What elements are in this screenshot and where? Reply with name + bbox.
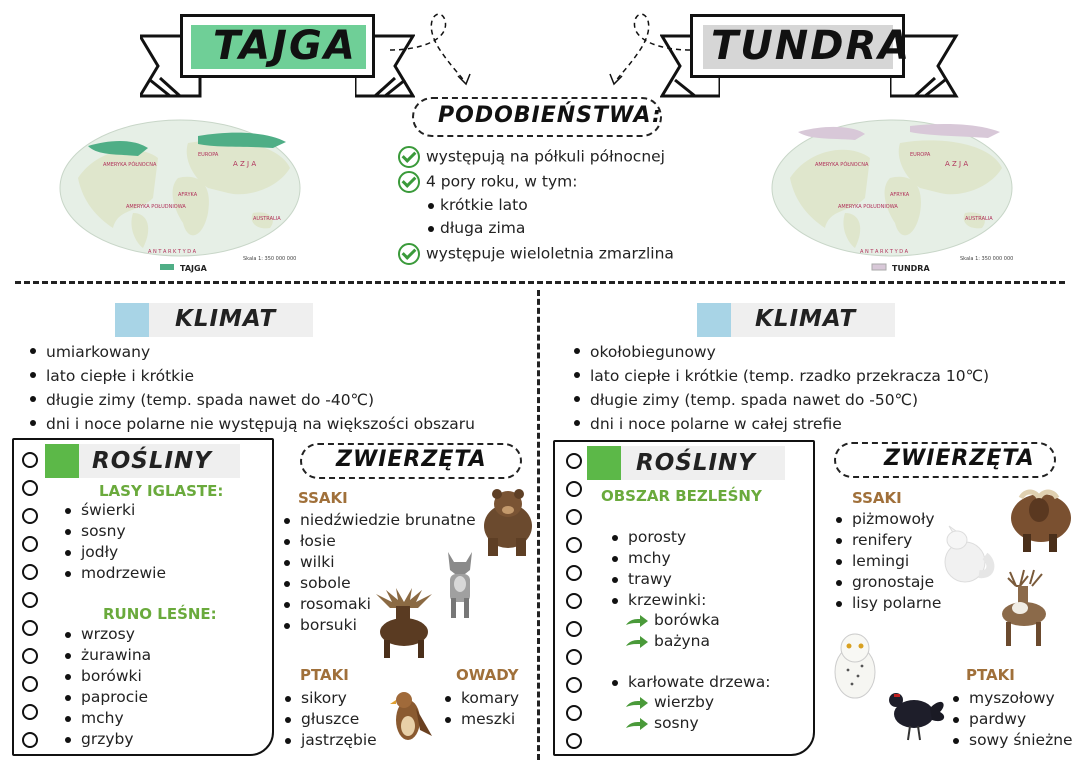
list-item: długie zimy (temp. spada nawet do -40℃) — [30, 388, 475, 412]
bear-illustration — [478, 486, 536, 560]
svg-text:AFRYKA: AFRYKA — [890, 192, 910, 198]
list-item: mchy — [612, 548, 706, 569]
tundra-area-heading: OBSZAR BEZLEŚNY — [601, 487, 762, 505]
taiga-plants-title: ROŚLINY — [92, 448, 212, 474]
hawk-illustration — [386, 690, 434, 748]
vertical-divider — [537, 290, 540, 760]
taiga-climate-swatch — [115, 303, 149, 337]
green-arrow-icon — [626, 697, 648, 709]
list-item: bażyna — [626, 631, 720, 652]
taiga-undergrowth-heading: RUNO LEŚNE: — [103, 605, 217, 623]
list-item: umiarkowany — [30, 340, 475, 364]
list-item: sobole — [284, 573, 476, 594]
list-item: głuszce — [285, 709, 377, 730]
tundra-dwarf-heading-list — [612, 672, 770, 693]
similarity-item: występują na półkuli północnej — [398, 146, 674, 171]
list-item: jastrzębie — [285, 730, 377, 751]
dashed-arrow-right — [600, 10, 690, 90]
list-item: sosny — [65, 521, 166, 542]
tundra-dwarf-heading: karłowate drzewa: — [612, 672, 770, 693]
banner-title-tundra: TUNDRA — [711, 23, 912, 69]
legend-swatch-tundra — [872, 264, 886, 270]
tundra-climate-list — [574, 340, 989, 436]
list-item: świerki — [65, 500, 166, 521]
notebook-rings — [22, 452, 38, 760]
svg-text:EUROPA: EUROPA — [198, 152, 219, 158]
list-item: sikory — [285, 688, 377, 709]
tundra-mammals-list — [836, 509, 941, 614]
legend-label-taiga: TAJGA — [180, 264, 207, 273]
tundra-birds-list — [953, 688, 1073, 751]
taiga-insects-heading: OWADY — [456, 666, 519, 684]
reindeer-illustration — [990, 568, 1056, 650]
tundra-dwarf-list — [626, 692, 714, 734]
list-item: grzyby — [65, 729, 151, 750]
list-item: komary — [445, 688, 519, 709]
tundra-plants-swatch — [587, 446, 621, 480]
check-icon — [398, 146, 420, 168]
tundra-climate-swatch — [697, 303, 731, 337]
tundra-animals-title: ZWIERZĘTA — [884, 446, 1035, 471]
check-icon — [398, 171, 420, 193]
green-arrow-icon — [626, 615, 648, 627]
list-item: gronostaje — [836, 572, 941, 593]
list-item: łosie — [284, 531, 476, 552]
legend-label-tundra: TUNDRA — [892, 264, 930, 273]
taiga-birds-list — [285, 688, 377, 751]
svg-text:AUSTRALIA: AUSTRALIA — [253, 216, 281, 222]
similarities-title: PODOBIEŃSTWA: — [438, 103, 662, 128]
legend-swatch-taiga — [160, 264, 174, 270]
list-item: lato ciepłe i krótkie — [30, 364, 475, 388]
list-item: rosomaki — [284, 594, 476, 615]
svg-text:A N T A R K T Y D A: A N T A R K T Y D A — [860, 249, 909, 255]
svg-text:A Z J A: A Z J A — [233, 160, 257, 168]
taiga-climate-title: KLIMAT — [175, 306, 277, 332]
svg-text:AMERYKA POŁUDNIOWA: AMERYKA POŁUDNIOWA — [838, 204, 898, 210]
list-item: sowy śnieżne — [953, 730, 1073, 751]
tundra-birds-heading: PTAKI — [966, 666, 1015, 684]
svg-text:AUSTRALIA: AUSTRALIA — [965, 216, 993, 222]
similarities-list — [398, 146, 674, 268]
dashed-arrow-left — [390, 10, 480, 90]
horizontal-divider — [15, 281, 1065, 284]
arctic-fox-illustration — [935, 516, 995, 588]
tundra-climate-title: KLIMAT — [755, 306, 857, 332]
list-item: paprocie — [65, 687, 151, 708]
list-item: modrzewie — [65, 563, 166, 584]
taiga-insects-list — [445, 688, 519, 730]
list-item: trawy — [612, 569, 706, 590]
taiga-forest-list — [65, 500, 166, 584]
svg-text:AFRYKA: AFRYKA — [178, 192, 198, 198]
list-item: wierzby — [626, 692, 714, 713]
tundra-plants-title: ROŚLINY — [636, 450, 756, 476]
green-arrow-icon — [626, 718, 648, 730]
list-item: borówki — [65, 666, 151, 687]
map-scale: Skala 1: 350 000 000 — [243, 256, 297, 262]
similarity-item: występuje wieloletnia zmarzlina — [398, 243, 674, 268]
similarity-subitem: długa zima — [398, 219, 674, 243]
moose-illustration — [372, 588, 436, 660]
banner-title-taiga: TAJGA — [213, 23, 357, 69]
svg-text:A Z J A: A Z J A — [945, 160, 969, 168]
list-item: żurawina — [65, 645, 151, 666]
green-arrow-icon — [626, 636, 648, 648]
list-item: myszołowy — [953, 688, 1073, 709]
taiga-animals-title: ZWIERZĘTA — [336, 447, 487, 472]
map-scale: Skala 1: 350 000 000 — [960, 256, 1014, 262]
list-item: niedźwiedzie brunatne — [284, 510, 476, 531]
list-item: lato ciepłe i krótkie (temp. rzadko przekracza 10℃) — [574, 364, 989, 388]
svg-text:EUROPA: EUROPA — [910, 152, 931, 158]
muskox-illustration — [1005, 482, 1075, 556]
list-item: borówka — [626, 610, 720, 631]
list-item: wrzosy — [65, 624, 151, 645]
list-item: meszki — [445, 709, 519, 730]
svg-text:AMERYKA POŁUDNIOWA: AMERYKA POŁUDNIOWA — [126, 204, 186, 210]
list-item: dni i noce polarne w całej strefie — [574, 412, 989, 436]
taiga-birds-heading: PTAKI — [300, 666, 349, 684]
taiga-world-map — [58, 118, 308, 278]
tundra-shrubs-list — [626, 610, 720, 652]
list-item: jodły — [65, 542, 166, 563]
list-item: okołobiegunowy — [574, 340, 989, 364]
check-icon — [398, 243, 420, 265]
list-item: borsuki — [284, 615, 476, 636]
similarity-item: 4 pory roku, w tym: — [398, 171, 674, 196]
list-item: porosty — [612, 527, 706, 548]
taiga-forest-heading: LASY IGLASTE: — [99, 482, 224, 500]
svg-text:A N T A R K T Y D A: A N T A R K T Y D A — [148, 249, 197, 255]
list-item: piżmowoły — [836, 509, 941, 530]
black-grouse-illustration — [884, 682, 950, 744]
list-item: dni i noce polarne nie występują na większości obszaru — [30, 412, 475, 436]
list-item: wilki — [284, 552, 476, 573]
list-item: lemingi — [836, 551, 941, 572]
svg-text:AMERYKA PÓŁNOCNA: AMERYKA PÓŁNOCNA — [815, 162, 869, 168]
taiga-undergrowth-list — [65, 624, 151, 750]
list-item: sosny — [626, 713, 714, 734]
list-item: renifery — [836, 530, 941, 551]
list-item: pardwy — [953, 709, 1073, 730]
taiga-mammals-heading: SSAKI — [298, 489, 348, 507]
list-item: lisy polarne — [836, 593, 941, 614]
tundra-plants-list — [612, 527, 706, 611]
list-item: krzewinki: — [612, 590, 706, 611]
list-item: długie zimy (temp. spada nawet do -50℃) — [574, 388, 989, 412]
svg-text:AMERYKA PÓŁNOCNA: AMERYKA PÓŁNOCNA — [103, 162, 157, 168]
wolf-illustration — [440, 548, 480, 622]
taiga-plants-swatch — [45, 444, 79, 478]
taiga-climate-list — [30, 340, 475, 436]
similarity-subitem: krótkie lato — [398, 196, 674, 219]
tundra-mammals-heading: SSAKI — [852, 489, 902, 507]
tundra-world-map — [770, 118, 1020, 278]
notebook-rings — [566, 453, 582, 761]
list-item: mchy — [65, 708, 151, 729]
snowy-owl-illustration — [828, 628, 882, 704]
